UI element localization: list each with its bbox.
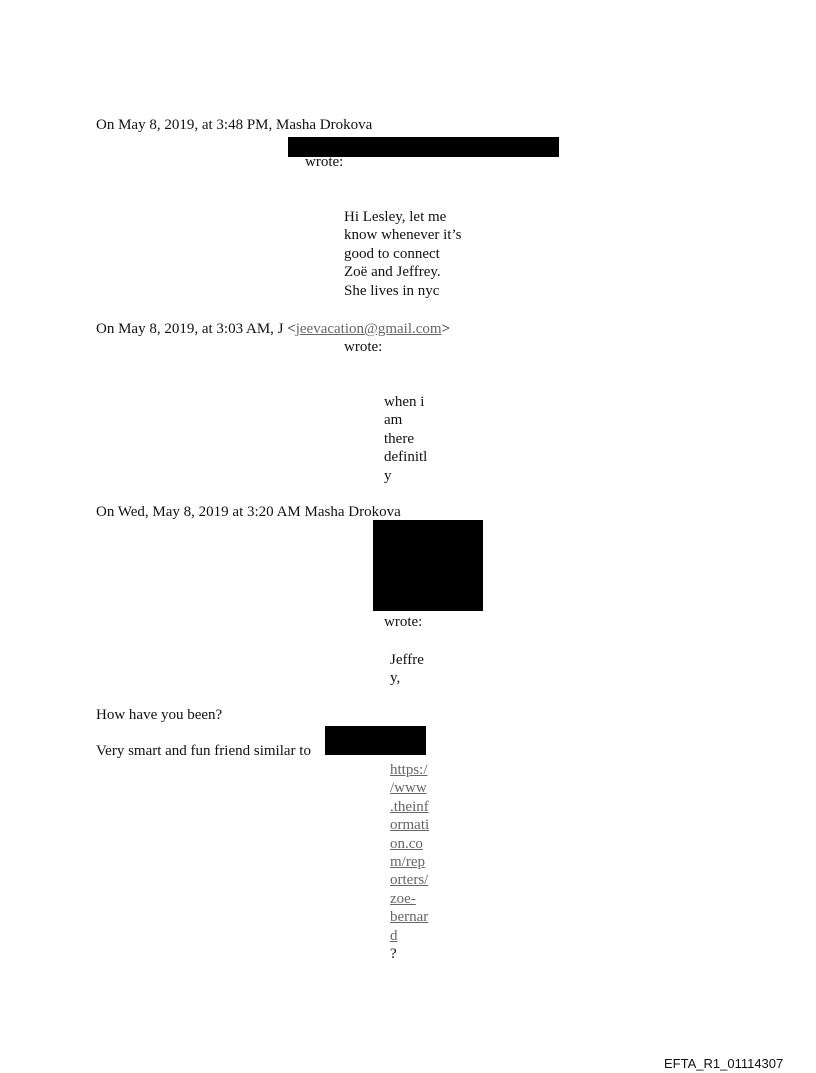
email1-body (344, 208, 461, 300)
email1-body-line: good to connect (344, 245, 440, 262)
email2-body-line: when i (384, 394, 425, 410)
email3-wrote: wrote: (384, 614, 423, 630)
redaction-box-2 (373, 520, 483, 611)
email-link[interactable]: jeevacation@gmail.com (295, 321, 442, 337)
email2-header-suffix: > (441, 321, 451, 337)
email1-body-line: Hi Lesley, let me (344, 209, 447, 225)
email3-question: How have you been? (96, 707, 223, 723)
email1-body-line: Zoë and Jeffrey. (344, 264, 441, 281)
url-link-line[interactable]: /www (390, 780, 427, 797)
email3-greeting (390, 651, 424, 688)
email3-greeting-line: y, (390, 670, 401, 687)
email2-body (384, 393, 427, 485)
url-link-line[interactable]: zoe- (390, 890, 416, 907)
email3-intro: Very smart and fun friend similar to (96, 743, 311, 759)
email3-greeting-line: Jeffre (390, 652, 424, 668)
url-link-line[interactable]: on.co (390, 835, 423, 852)
email3-header: On Wed, May 8, 2019 at 3:20 AM Masha Drokova (96, 504, 401, 520)
url-suffix: ? (390, 946, 397, 963)
url-link-line[interactable]: https:/ (390, 762, 428, 778)
url-link-line[interactable]: bernar (390, 909, 429, 926)
email2-body-line: y (384, 467, 392, 484)
document-id: EFTA_R1_01114307 (664, 1056, 784, 1071)
email2-header (96, 320, 450, 338)
url-link-line[interactable]: m/rep (390, 854, 425, 871)
email2-body-line: definitl (384, 449, 428, 466)
url-link-line[interactable]: .theinf (390, 798, 429, 815)
url-link-line[interactable]: orters/ (390, 872, 429, 889)
email1-header: On May 8, 2019, at 3:48 PM, Masha Drokova (96, 117, 373, 133)
email1-body-line: She lives in nyc (344, 282, 440, 299)
redaction-box-3 (325, 726, 426, 755)
email1-body-line: know whenever it’s (344, 227, 462, 244)
email2-body-line: am (384, 412, 403, 429)
url-link-line[interactable]: d (390, 927, 398, 944)
email2-wrote: wrote: (344, 339, 383, 355)
url-block (390, 761, 429, 963)
email2-header-prefix: On May 8, 2019, at 3:03 AM, J < (96, 321, 296, 337)
email2-body-line: there (384, 430, 414, 447)
email1-wrote: wrote: (305, 154, 344, 170)
url-link-line[interactable]: ormati (390, 817, 430, 834)
